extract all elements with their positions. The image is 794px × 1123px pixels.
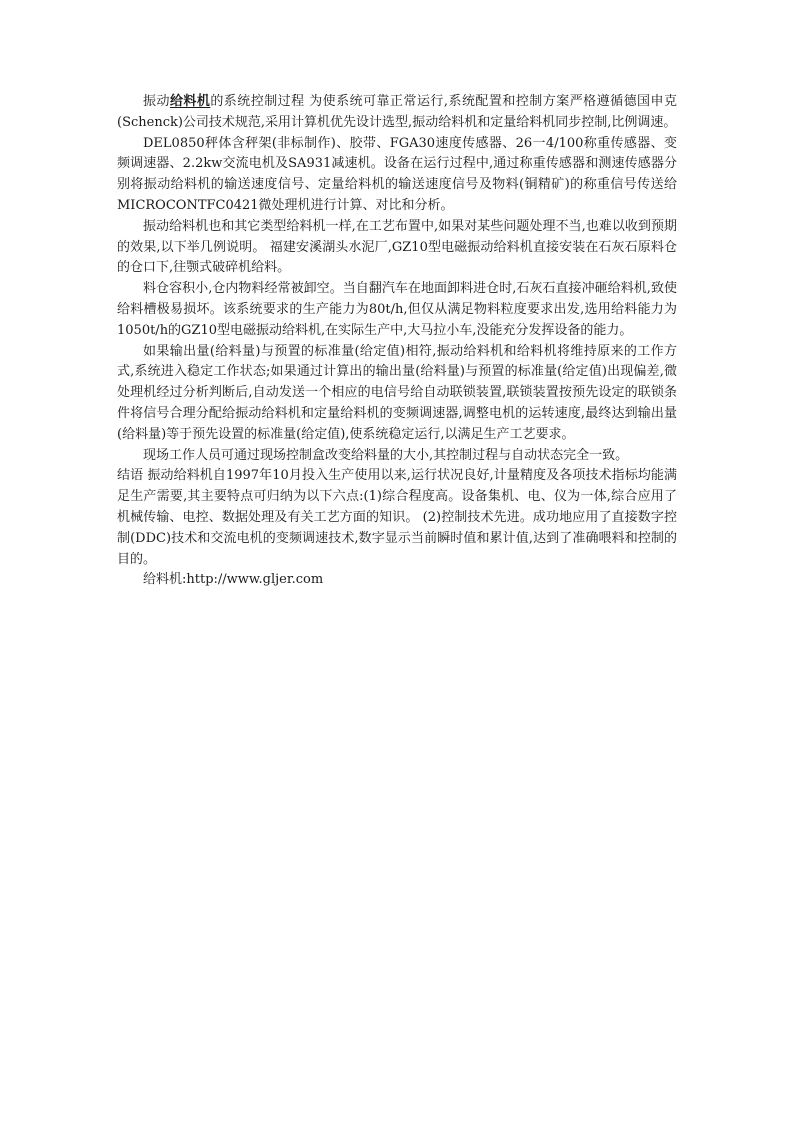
paragraph-layout-example: 振动给料机也和其它类型给料机一样,在工艺布置中,如果对某些问题处理不当,也难以收到预期的效果,以下举几例说明。 福建安溪湖头水泥厂,GZ10型电磁振动给料机直接安装在石灰石原料仓的仓口下,往颚式破碎机给料。 [117,218,677,276]
paragraph-conclusion: 结语 振动给料机自1997年10月投入生产使用以来,运行状况良好,计量精度及各项技术指标均能满足生产需要,其主要特点可归纳为以下六点:(1)综合程度高。设备集机、电、仪为一体,综合应用了机械传输、电控、数据处理及有关工艺方面的知识。 (2)控制技术先进。成功地应用了直接数字控制(DDC)技术和交流电机的变频调速技术,数字显示当前瞬时值和累计值,达到了准确喂料和控制的目的。 [117,468,677,567]
document-page [117,92,677,591]
paragraph-source-link: 给料机:http://www.gljer.com [143,572,324,588]
intro-prefix: 振动 [143,94,170,109]
paragraph-control-logic: 如果输出量(给料量)与预置的标准量(给定值)相符,振动给料机和给料机将维持原来的工作方式,系统进入稳定工作状态;如果通过计算出的输出量(给料量)与预置的标准量(给定值)出现偏差,微处理机经过分析判断后,自动发送一个相应的电信号给自动联锁装置,联锁装置按预先设定的联锁条件将信号合理分配给振动给料机和定量给料机的变频调速器,调整电机的运转速度,最终达到输出量(给料量)等于预先设置的标准量(给定值),使系统稳定运行,以满足生产工艺要求。 [117,343,677,442]
paragraph-equipment: DEL0850秤体含秤架(非标制作)、胶带、FGA30速度传感器、26一4/100称重传感器、变频调速器、2.2kw交流电机及SA931减速机。设备在运行过程中,通过称重传感器和测速传感器分别将振动给料机的输送速度信号、定量给料机的输送速度信号及物料(铜精矿)的称重信号传送给MICROCONTFC0421微处理机进行计算、对比和分析。 [117,135,677,213]
paragraph-intro [117,92,677,134]
paragraph-manual-control: 现场工作人员可通过现场控制盒改变给料量的大小,其控制过程与自动状态完全一致。 [143,447,629,463]
keyword-link[interactable]: 给料机 [169,94,211,109]
intro-text: 的系统控制过程 为使系统可靠正常运行,系统配置和控制方案严格遵循德国申克(Schenck)公司技术规范,采用计算机优先设计选型,振动给料机和定量给料机同步控制,比例调速。 [117,94,677,130]
paragraph-capacity-issue: 料仓容积小,仓内物料经常被卸空。当自翻汽车在地面卸料进仓时,石灰石直接冲砸给料机,致使给料槽极易损坏。该系统要求的生产能力为80t/h,但仅从满足物料粒度要求出发,选用给料能力为1050t/h的GZ10型电磁振动给料机,在实际生产中,大马拉小车,没能充分发挥设备的能力。 [117,281,677,338]
